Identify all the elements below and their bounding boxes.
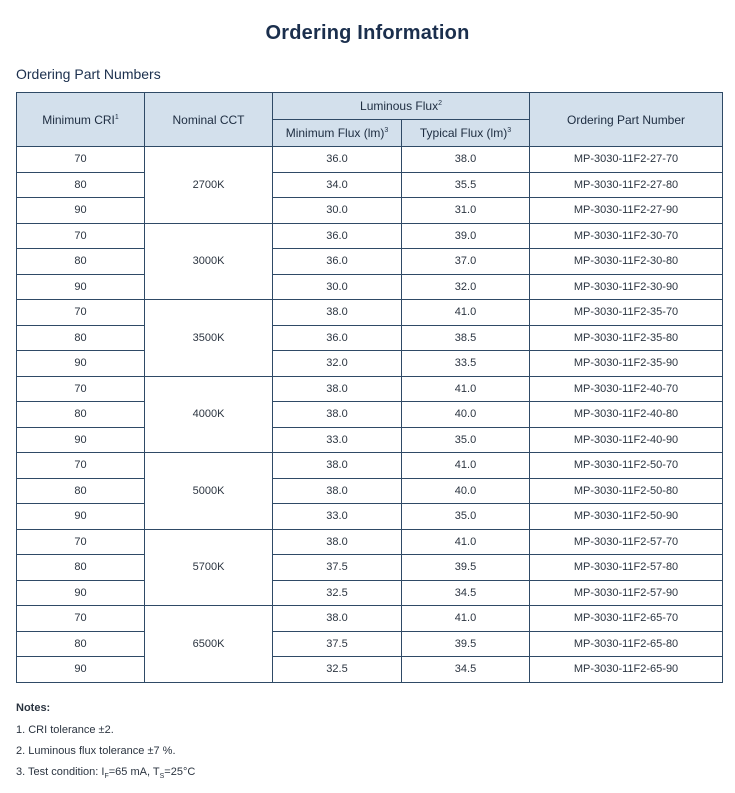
cri-cell: 90 — [17, 504, 145, 530]
cri-cell: 80 — [17, 402, 145, 428]
table-row — [17, 606, 723, 632]
min-flux-cell: 33.0 — [273, 504, 402, 530]
cct-cell: 4000K — [145, 376, 273, 453]
part-number-cell: MP-3030-11F2-35-90 — [530, 351, 723, 377]
cri-cell: 90 — [17, 657, 145, 683]
part-number-cell: MP-3030-11F2-50-70 — [530, 453, 723, 479]
cri-cell: 90 — [17, 580, 145, 606]
min-flux-cell: 33.0 — [273, 427, 402, 453]
table-row — [17, 274, 723, 300]
min-flux-cell: 37.5 — [273, 631, 402, 657]
cri-cell: 80 — [17, 555, 145, 581]
part-number-cell: MP-3030-11F2-65-80 — [530, 631, 723, 657]
part-number-cell: MP-3030-11F2-57-80 — [530, 555, 723, 581]
min-flux-cell: 38.0 — [273, 300, 402, 326]
table-row — [17, 172, 723, 198]
note-3: 3. Test condition: $I_F=65$ mA, $T_S=25^\circ C$ — [16, 766, 196, 781]
cct-cell: 2700K — [145, 147, 273, 224]
min-flux-cell: 30.0 — [273, 198, 402, 224]
table-row — [17, 504, 723, 530]
part-number-cell: MP-3030-11F2-50-80 — [530, 478, 723, 504]
note-2: 2. Luminous flux tolerance ±7 %. — [16, 745, 176, 757]
header-nominal-cct: Nominal CCT — [145, 93, 273, 147]
part-number-cell: MP-3030-11F2-35-80 — [530, 325, 723, 351]
header-luminous-flux: Luminous Flux$^2$ — [273, 93, 530, 120]
min-flux-cell: 38.0 — [273, 402, 402, 428]
notes-title: Notes: — [16, 702, 51, 714]
table-row — [17, 223, 723, 249]
table-row — [17, 631, 723, 657]
typ-flux-cell: 31.0 — [402, 198, 530, 224]
typ-flux-cell: 41.0 — [402, 529, 530, 555]
cri-cell: 80 — [17, 325, 145, 351]
typ-flux-cell: 38.0 — [402, 147, 530, 173]
min-flux-cell: 38.0 — [273, 606, 402, 632]
table-row — [17, 300, 723, 326]
part-number-cell: MP-3030-11F2-30-70 — [530, 223, 723, 249]
min-flux-cell: 37.5 — [273, 555, 402, 581]
cri-cell: 80 — [17, 172, 145, 198]
min-flux-cell: 36.0 — [273, 147, 402, 173]
part-number-cell: MP-3030-11F2-57-70 — [530, 529, 723, 555]
cri-cell: 70 — [17, 223, 145, 249]
part-number-cell: MP-3030-11F2-35-70 — [530, 300, 723, 326]
part-number-cell: MP-3030-11F2-50-90 — [530, 504, 723, 530]
typ-flux-cell: 32.0 — [402, 274, 530, 300]
min-flux-cell: 36.0 — [273, 223, 402, 249]
part-number-cell: MP-3030-11F2-27-80 — [530, 172, 723, 198]
cri-cell: 90 — [17, 198, 145, 224]
min-flux-cell: 38.0 — [273, 529, 402, 555]
typ-flux-cell: 39.0 — [402, 223, 530, 249]
min-flux-cell: 30.0 — [273, 274, 402, 300]
header-minimum-flux: Minimum Flux (lm)$^3$ — [273, 120, 402, 147]
typ-flux-cell: 35.0 — [402, 427, 530, 453]
cri-cell: 70 — [17, 300, 145, 326]
table-body — [17, 147, 723, 683]
table-row — [17, 376, 723, 402]
table-row — [17, 657, 723, 683]
table-row — [17, 427, 723, 453]
typ-flux-cell: 34.5 — [402, 580, 530, 606]
notes-section — [16, 702, 195, 787]
part-number-cell: MP-3030-11F2-27-70 — [530, 147, 723, 173]
part-number-cell: MP-3030-11F2-65-90 — [530, 657, 723, 683]
cri-cell: 70 — [17, 147, 145, 173]
cri-cell: 70 — [17, 376, 145, 402]
min-flux-cell: 38.0 — [273, 453, 402, 479]
typ-flux-cell: 37.0 — [402, 249, 530, 275]
typ-flux-cell: 41.0 — [402, 300, 530, 326]
typ-flux-cell: 39.5 — [402, 631, 530, 657]
header-typical-flux: Typical Flux (lm)$^3$ — [402, 120, 530, 147]
part-number-cell: MP-3030-11F2-40-80 — [530, 402, 723, 428]
cri-cell: 80 — [17, 631, 145, 657]
typ-flux-cell: 41.0 — [402, 453, 530, 479]
table-row — [17, 453, 723, 479]
typ-flux-cell: 35.5 — [402, 172, 530, 198]
part-number-cell: MP-3030-11F2-30-90 — [530, 274, 723, 300]
min-flux-cell: 38.0 — [273, 478, 402, 504]
min-flux-cell: 32.5 — [273, 580, 402, 606]
min-flux-cell: 36.0 — [273, 249, 402, 275]
cct-cell: 3000K — [145, 223, 273, 300]
cct-cell: 5700K — [145, 529, 273, 606]
table-row — [17, 198, 723, 224]
cct-cell: 5000K — [145, 453, 273, 530]
typ-flux-cell: 35.0 — [402, 504, 530, 530]
cri-cell: 90 — [17, 427, 145, 453]
typ-flux-cell: 33.5 — [402, 351, 530, 377]
typ-flux-cell: 40.0 — [402, 402, 530, 428]
cct-cell: 6500K — [145, 606, 273, 683]
cri-cell: 70 — [17, 606, 145, 632]
cri-cell: 80 — [17, 478, 145, 504]
note-1: 1. CRI tolerance ±2. — [16, 724, 114, 736]
cct-cell: 3500K — [145, 300, 273, 377]
table-row — [17, 478, 723, 504]
cri-cell: 70 — [17, 529, 145, 555]
part-number-cell: MP-3030-11F2-65-70 — [530, 606, 723, 632]
table-row — [17, 555, 723, 581]
cri-cell: 90 — [17, 351, 145, 377]
typ-flux-cell: 39.5 — [402, 555, 530, 581]
typ-flux-cell: 40.0 — [402, 478, 530, 504]
min-flux-cell: 32.5 — [273, 657, 402, 683]
header-minimum-cri: Minimum CRI$^1$ — [17, 93, 145, 147]
table-row — [17, 147, 723, 173]
header-ordering-part-number: Ordering Part Number — [530, 93, 723, 147]
typ-flux-cell: 41.0 — [402, 606, 530, 632]
table-row — [17, 402, 723, 428]
ordering-part-numbers-table — [16, 92, 723, 683]
table-row — [17, 325, 723, 351]
min-flux-cell: 32.0 — [273, 351, 402, 377]
section-title: Ordering Part Numbers — [16, 66, 161, 82]
table-row — [17, 351, 723, 377]
table-row — [17, 249, 723, 275]
part-number-cell: MP-3030-11F2-27-90 — [530, 198, 723, 224]
part-number-cell: MP-3030-11F2-40-90 — [530, 427, 723, 453]
min-flux-cell: 36.0 — [273, 325, 402, 351]
table-row — [17, 529, 723, 555]
min-flux-cell: 34.0 — [273, 172, 402, 198]
part-number-cell: MP-3030-11F2-40-70 — [530, 376, 723, 402]
typ-flux-cell: 38.5 — [402, 325, 530, 351]
page-title: Ordering Information — [265, 22, 470, 44]
part-number-cell: MP-3030-11F2-30-80 — [530, 249, 723, 275]
min-flux-cell: 38.0 — [273, 376, 402, 402]
part-number-cell: MP-3030-11F2-57-90 — [530, 580, 723, 606]
cri-cell: 90 — [17, 274, 145, 300]
typ-flux-cell: 41.0 — [402, 376, 530, 402]
table-row — [17, 580, 723, 606]
typ-flux-cell: 34.5 — [402, 657, 530, 683]
cri-cell: 70 — [17, 453, 145, 479]
cri-cell: 80 — [17, 249, 145, 275]
